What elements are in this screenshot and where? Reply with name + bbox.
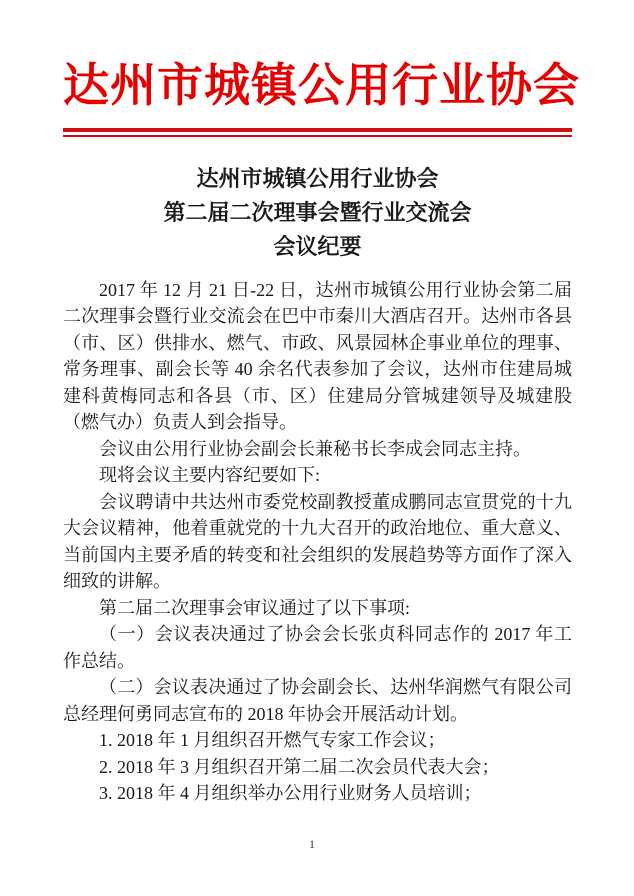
document-title-line-2: 第二届二次理事会暨行业交流会	[163, 199, 472, 225]
document-body	[63, 277, 572, 807]
body-paragraph-8: 1. 2018 年 1 月组织召开燃气专家工作会议；	[99, 730, 446, 751]
body-paragraph-1: 2017 年 12 月 21 日-22 日，达州市城镇公用行业协会第二届二次理事会暨行业交流会在巴中市秦川大酒店召开。达州市各县（市、区）供排水、燃气、市政、风景园林企事业单位的理事、常务理事、副会长等 40 余名代表参加了会议，达州市住建局城建科黄梅同志和各县（市、区）住建局分管城建领导及城建股（燃气办）负责人到会指导。	[63, 279, 572, 433]
body-paragraph-2: 会议由公用行业协会副会长兼秘书长李成会同志主持。	[99, 438, 531, 459]
document-title	[63, 162, 572, 264]
body-paragraph-10: 3. 2018 年 4 月组织举办公用行业财务人员培训；	[99, 783, 482, 804]
body-paragraph-4: 会议聘请中共达州市委党校副教授董成鹏同志宣贯党的十九大会议精神，他着重就党的十九大召开的政治地位、重大意义、当前国内主要矛盾的转变和社会组织的发展趋势等方面作了深入细致的讲解。	[63, 491, 572, 592]
body-paragraph-6: （一）会议表决通过了协会会长张贞科同志作的 2017 年工作总结。	[63, 624, 572, 671]
association-banner-title: 达州市城镇公用行业协会	[63, 60, 580, 111]
document-title-line-1: 达州市城镇公用行业协会	[196, 165, 439, 191]
page-number: 1	[309, 837, 315, 851]
body-paragraph-3: 现将会议主要内容纪要如下:	[99, 465, 320, 486]
body-paragraph-9: 2. 2018 年 3 月组织召开第二届二次会员代表大会；	[99, 756, 500, 777]
document-title-line-3: 会议纪要	[273, 233, 362, 259]
body-paragraph-7: （二）会议表决通过了协会副会长、达州华润燃气有限公司总经理何勇同志宣布的 2018 年协会开展活动计划。	[63, 677, 572, 724]
red-double-rule	[63, 128, 572, 137]
body-paragraph-5: 第二届二次理事会审议通过了以下事项:	[99, 597, 410, 618]
